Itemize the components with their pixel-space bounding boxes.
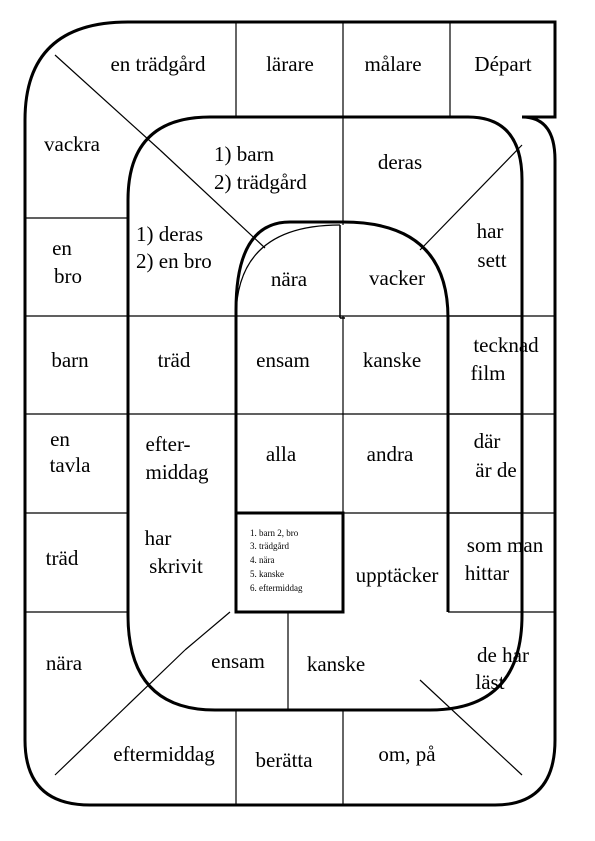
svg-text:1. barn 2, bro: 1. barn 2, bro (250, 528, 299, 539)
svg-text:kanske: kanske (306, 651, 366, 676)
inner-cell[interactable] (256, 348, 310, 372)
outer-cell[interactable] (46, 546, 79, 570)
svg-text:nära: nära (270, 266, 308, 291)
svg-text:har: har (144, 525, 172, 550)
svg-text:5. kanske: 5. kanske (250, 569, 284, 580)
svg-text:där: där (473, 428, 501, 453)
svg-text:lärare: lärare (266, 51, 314, 76)
svg-text:4. nära: 4. nära (250, 555, 275, 566)
outer-cell[interactable] (44, 132, 101, 156)
outer-cell[interactable] (51, 348, 89, 372)
svg-text:upptäcker: upptäcker (355, 562, 439, 587)
middle-cell[interactable] (356, 563, 439, 587)
outer-cell[interactable] (378, 742, 436, 766)
svg-text:2) en bro: 2) en bro (136, 248, 212, 273)
svg-text:deras: deras (377, 149, 423, 174)
svg-text:nära: nära (45, 650, 83, 675)
middle-cell[interactable] (378, 150, 422, 174)
middle-cell[interactable] (136, 222, 212, 273)
outer-cell[interactable] (52, 236, 82, 288)
svg-text:6. eftermiddag: 6. eftermiddag (250, 583, 303, 594)
svg-text:sett: sett (477, 247, 507, 272)
svg-text:läst: läst (475, 669, 505, 694)
middle-cell[interactable] (145, 526, 203, 578)
middle-cell[interactable] (158, 348, 191, 372)
svg-text:alla: alla (265, 441, 297, 466)
outer-cell[interactable] (477, 219, 507, 272)
svg-text:middag: middag (145, 459, 209, 484)
outer-cell[interactable] (364, 52, 421, 76)
svg-text:hittar: hittar (464, 560, 510, 585)
outer-cell[interactable] (474, 429, 517, 482)
middle-cell[interactable] (211, 649, 265, 673)
outer-cell[interactable] (475, 643, 529, 694)
inner-cell[interactable] (266, 442, 297, 466)
svg-text:en trädgård: en trädgård (110, 51, 206, 76)
svg-text:en: en (52, 235, 72, 260)
svg-text:som man: som man (466, 532, 544, 557)
outer-cell[interactable] (46, 651, 83, 675)
svg-text:efter-: efter- (145, 431, 191, 456)
finish-list (250, 528, 303, 593)
outer-cell[interactable] (465, 533, 544, 585)
svg-text:eftermiddag: eftermiddag (113, 741, 215, 766)
outer-cell[interactable] (471, 333, 540, 385)
svg-text:skrivit: skrivit (149, 553, 203, 578)
svg-text:3. trädgård: 3. trädgård (250, 541, 289, 552)
svg-text:1) barn: 1) barn (214, 141, 275, 166)
svg-text:ensam: ensam (256, 347, 310, 372)
svg-text:berätta: berätta (255, 747, 313, 772)
svg-text:kanske: kanske (362, 347, 422, 372)
start-cell[interactable] (474, 52, 531, 76)
svg-text:bro: bro (54, 263, 82, 288)
svg-text:träd: träd (45, 545, 79, 570)
svg-text:andra: andra (366, 441, 414, 466)
svg-text:har: har (476, 218, 504, 243)
svg-text:de har: de har (477, 642, 529, 667)
middle-cell[interactable] (307, 652, 365, 676)
svg-text:målare: målare (364, 51, 422, 76)
svg-text:ensam: ensam (211, 648, 265, 673)
svg-text:träd: träd (157, 347, 191, 372)
inner-cell[interactable] (271, 267, 308, 291)
middle-cell[interactable] (367, 442, 414, 466)
svg-text:1) deras: 1) deras (136, 221, 204, 246)
middle-cell[interactable] (369, 266, 425, 290)
middle-cell[interactable] (363, 348, 421, 372)
middle-cell[interactable] (145, 432, 209, 484)
middle-cell[interactable] (214, 142, 307, 194)
svg-text:om, på: om, på (378, 741, 436, 766)
outer-cell[interactable] (255, 748, 313, 772)
svg-text:en: en (50, 426, 70, 451)
start-label: Départ (474, 51, 532, 76)
svg-text:vackra: vackra (44, 131, 100, 156)
svg-text:är de: är de (475, 457, 517, 482)
outer-cell[interactable] (110, 52, 206, 76)
svg-text:vacker: vacker (369, 265, 425, 290)
outer-cell[interactable] (266, 52, 314, 76)
outer-cell[interactable] (50, 427, 91, 477)
svg-text:tecknad: tecknad (473, 332, 539, 357)
svg-text:film: film (470, 360, 506, 385)
outer-track (44, 52, 544, 772)
outer-cell[interactable] (113, 742, 215, 766)
svg-text:barn: barn (51, 347, 89, 372)
inner-track (256, 267, 310, 466)
svg-text:tavla: tavla (49, 452, 91, 477)
svg-text:2) trädgård: 2) trädgård (214, 169, 307, 194)
